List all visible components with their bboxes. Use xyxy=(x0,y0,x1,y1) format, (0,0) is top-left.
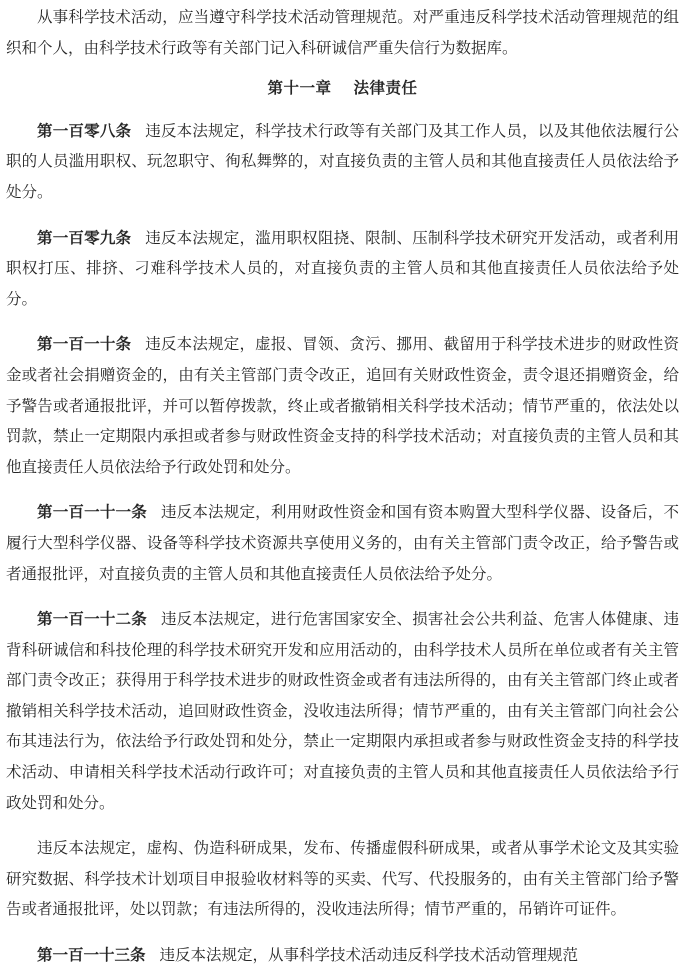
chapter-number: 第十一章 xyxy=(267,79,332,98)
article-112 xyxy=(6,604,679,818)
chapter-title: 法律责任 xyxy=(353,79,418,98)
article-text: 违反本法规定，虚报、冒领、贪污、挪用、截留用于科学技术进步的财政性资金或者社会捐赠资金的，由有关主管部门责令改正，追回有关财政性资金，责令退还捐赠资金，给予警告或者通报批评，并可以暂停拨款，终止或者撤销相关科学技术活动；情节严重的，依法处以罚款，禁止一定期限内承担或者参与财政性资金支持的科学技术活动；对直接负责的主管人员和其他直接责任人员依法给予行政处罚和处分。 xyxy=(6,335,679,476)
article-113 xyxy=(6,940,679,971)
article-111 xyxy=(6,497,679,589)
article-text: 违反本法规定，滥用职权阻挠、限制、压制科学技术研究开发活动，或者利用职权打压、排挤、刁难科学技术人员的，对直接负责的主管人员和其他直接责任人员依法给予处分。 xyxy=(6,228,679,308)
article-text: 违反本法规定，科学技术行政等有关部门及其工作人员，以及其他依法履行公职的人员滥用职权、玩忽职守、徇私舞弊的，对直接负责的主管人员和其他直接责任人员依法给予处分。 xyxy=(6,121,679,201)
article-label: 第一百一十三条 xyxy=(37,946,146,965)
article-label: 第一百一十条 xyxy=(37,335,132,354)
article-text: 违反本法规定，从事科学技术活动违反科学技术活动管理规范 xyxy=(159,946,579,965)
article-108 xyxy=(6,116,679,208)
article-label: 第一百零八条 xyxy=(37,121,132,140)
article-109 xyxy=(6,223,679,315)
plain-paragraph: 违反本法规定，虚构、伪造科研成果，发布、传播虚假科研成果，或者从事学术论文及其实验研究数据、科学技术计划项目申报验收材料等的买卖、代写、代投服务的，由有关主管部门给予警告或者通报批评，处以罚款；有违法所得的，没收违法所得；情节严重的，吊销许可证件。 xyxy=(6,839,679,919)
article-text: 违反本法规定，进行危害国家安全、损害社会公共利益、危害人体健康、违背科研诚信和科技伦理的科学技术研究开发和应用活动的，由科学技术人员所在单位或者有关主管部门责令改正；获得用于科学技术进步的财政性资金或者有违法所得的，由有关主管部门终止或者撤销相关科学技术活动，追回财政性资金，没收违法所得；情节严重的，由有关主管部门向社会公布其违法行为，依法给予行政处罚和处分，禁止一定期限内承担或者参与财政性资金支持的科学技术活动、申请相关科学技术活动行政许可；对直接负责的主管人员和其他直接责任人员依法给予行政处罚和处分。 xyxy=(6,610,679,812)
article-text: 违反本法规定，利用财政性资金和国有资本购置大型科学仪器、设备后，不履行大型科学仪器、设备等科学技术资源共享使用义务的，由有关主管部门责令改正，给予警告或者通报批评，对直接负责的主管人员和其他直接责任人员依法给予处分。 xyxy=(6,503,679,583)
chapter-heading xyxy=(6,73,679,104)
article-110 xyxy=(6,329,679,482)
article-label: 第一百零九条 xyxy=(37,228,132,247)
intro-paragraph: 从事科学技术活动，应当遵守科学技术活动管理规范。对严重违反科学技术活动管理规范的组织和个人，由科学技术行政等有关部门记入科研诚信严重失信行为数据库。 xyxy=(6,8,679,57)
article-label: 第一百一十二条 xyxy=(37,610,147,629)
article-label: 第一百一十一条 xyxy=(37,503,147,522)
